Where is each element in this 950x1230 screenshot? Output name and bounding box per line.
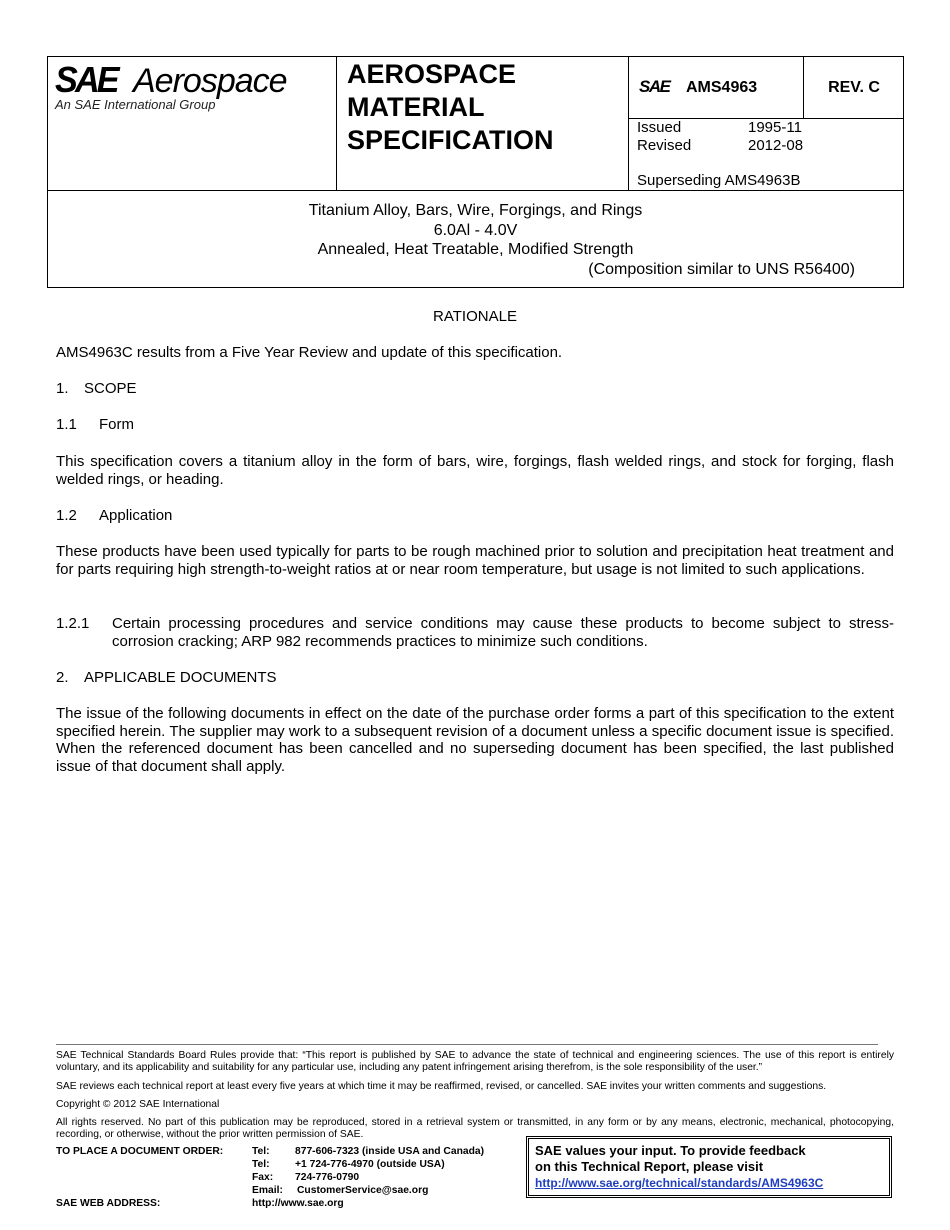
section-1-2-text: These products have been used typically for parts to be rough machined prior to solution and precipitation heat treatment and for parts requiring high strength-to-weight ratios at or near room temperature, but usage is not limited to such applications. xyxy=(56,543,894,578)
rationale-text: AMS4963C results from a Five Year Review and update of this specification. xyxy=(56,344,563,361)
sae-small-logo: SAE xyxy=(639,77,670,96)
document-number: AMS4963 xyxy=(686,79,758,96)
fax-label: Fax: xyxy=(252,1172,274,1183)
fax-number: 724-776-0790 xyxy=(295,1172,360,1183)
specification-title xyxy=(48,201,903,279)
document-type-line: MATERIAL xyxy=(347,92,485,122)
section-title: SCOPE xyxy=(84,380,137,397)
footer-rule xyxy=(56,1044,878,1045)
revision-label: REV. C xyxy=(828,79,880,96)
section-1-2-heading xyxy=(56,507,172,525)
divider xyxy=(336,57,337,190)
section-title: Application xyxy=(99,507,173,524)
feedback-box xyxy=(526,1136,892,1198)
tel-international: +1 724-776-4970 (outside USA) xyxy=(295,1159,445,1170)
rights-reserved: All rights reserved. No part of this publication may be reproduced, stored in a retrieval system or transmitted, in any form or by any means, electronic, mechanical, photocopying, recording, or otherwise, without the prior written permission of SAE. xyxy=(56,1117,894,1140)
feedback-line: SAE values your input. To provide feedback xyxy=(535,1143,806,1158)
rationale-heading: RATIONALE xyxy=(433,308,517,325)
header-table xyxy=(47,56,904,288)
document-type xyxy=(347,58,607,157)
composition-note: (Composition similar to UNS R56400) xyxy=(588,260,855,278)
section-number: 1.2.1 xyxy=(56,615,90,632)
issued-value: 1995-11 xyxy=(748,119,802,136)
standards-board-rules: SAE Technical Standards Board Rules provide that: “This report is published by SAE to advance the state of technical and engineering sciences. The use of this report is entirely voluntary, and its applicability and suitability for any particular use, including any patent infringement arising therefrom, is the sole responsibility of the user.” xyxy=(56,1050,894,1073)
section-number: 2. xyxy=(56,669,69,686)
revised-label: Revised xyxy=(637,137,692,154)
document-type-line: AEROSPACE xyxy=(347,59,517,89)
web-label: SAE WEB ADDRESS: xyxy=(56,1198,161,1209)
title-line: Annealed, Heat Treatable, Modified Strength xyxy=(317,241,634,258)
section-1-1-heading xyxy=(56,416,134,434)
section-1-2-1-text: Certain processing procedures and service conditions may cause these products to become subject to stress-corrosion cracking; ARP 982 recommends practices to minimize such conditions. xyxy=(112,615,894,650)
section-number: 1.2 xyxy=(56,507,77,524)
tel-label: Tel: xyxy=(252,1146,270,1157)
section-number: 1.1 xyxy=(56,416,77,433)
section-2-heading xyxy=(56,669,277,687)
sae-aerospace-logo xyxy=(55,61,305,121)
section-1-2-1 xyxy=(56,615,894,650)
section-2-text: The issue of the following documents in effect on the date of the purchase order forms a part of this specification to the extent specified herein. The supplier may work to a subsequent revision of a document unless a specific document issue is specified. When the referenced document has been cancelled and no superseding document has been specified, the last published issue of that document shall apply. xyxy=(56,705,894,775)
superseding-note: Superseding AMS4963B xyxy=(637,172,801,189)
title-line: 6.0Al - 4.0V xyxy=(433,221,518,239)
email-label: Email: xyxy=(252,1185,283,1196)
tel-label: Tel: xyxy=(252,1159,270,1170)
logo-subtitle: An SAE International Group xyxy=(55,97,216,112)
document-type-line: SPECIFICATION xyxy=(347,125,554,155)
email-address[interactable]: CustomerService@sae.org xyxy=(297,1185,429,1196)
divider xyxy=(628,57,629,190)
section-title: APPLICABLE DOCUMENTS xyxy=(84,669,277,686)
section-title: Form xyxy=(99,416,134,433)
issued-label: Issued xyxy=(637,119,682,136)
tel-usa: 877-606-7323 (inside USA and Canada) xyxy=(295,1146,485,1157)
feedback-line: on this Technical Report, please visit xyxy=(535,1159,764,1174)
copyright: Copyright © 2012 SAE International xyxy=(56,1099,220,1110)
web-address[interactable]: http://www.sae.org xyxy=(252,1198,344,1209)
logo-sae-text: SAE xyxy=(55,59,117,100)
feedback-link[interactable]: http://www.sae.org/technical/standards/AMS4963C xyxy=(535,1176,824,1190)
revised-value: 2012-08 xyxy=(748,137,804,154)
document-number-cell xyxy=(637,57,803,118)
divider xyxy=(48,190,903,191)
issue-dates xyxy=(637,119,837,155)
review-note: SAE reviews each technical report at least every five years at which time it may be reaffirmed, revised, or cancelled. SAE invites your written comments and suggestions. xyxy=(56,1081,827,1092)
logo-aerospace-text: Aerospace xyxy=(133,62,287,100)
order-label: TO PLACE A DOCUMENT ORDER: xyxy=(56,1146,224,1157)
section-1-heading xyxy=(56,380,137,398)
title-line: Titanium Alloy, Bars, Wire, Forgings, and Rings xyxy=(308,202,643,219)
section-1-1-text: This specification covers a titanium alloy in the form of bars, wire, forgings, flash welded rings, and stock for forging, flash welded rings, or heading. xyxy=(56,453,894,488)
section-number: 1. xyxy=(56,380,69,397)
